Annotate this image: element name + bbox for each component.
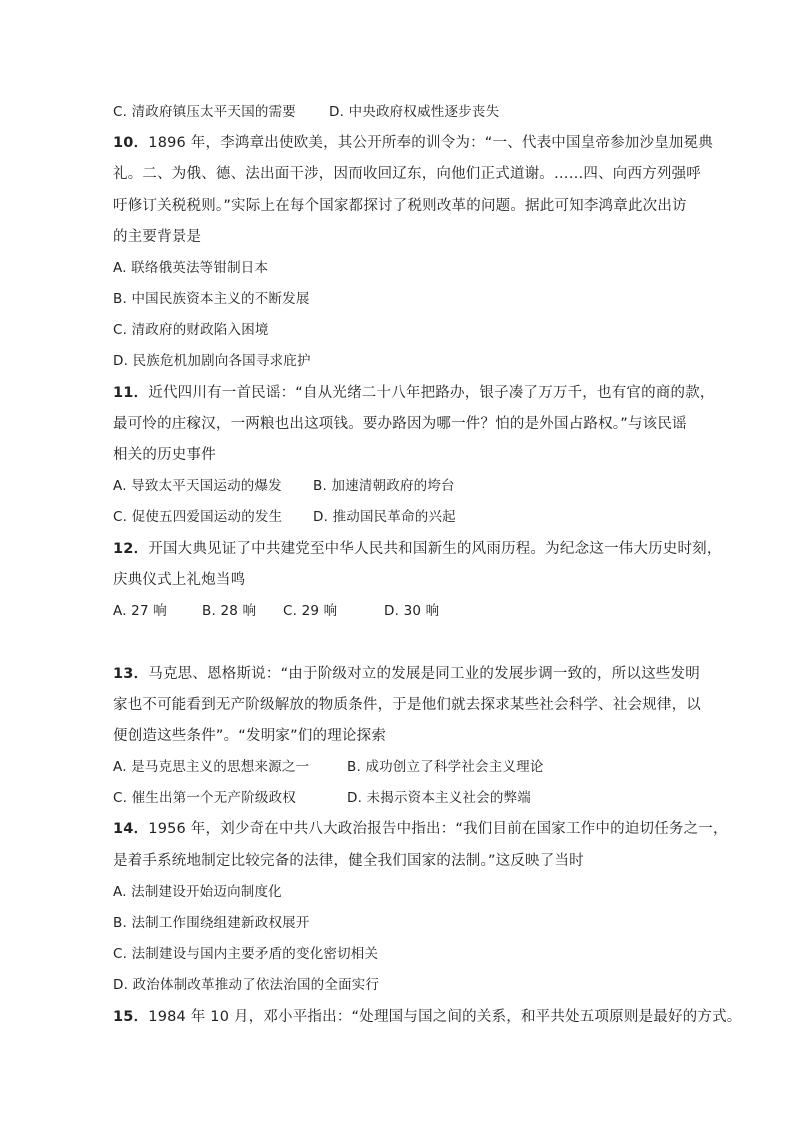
option-d: D. 未揭示资本主义社会的弊端	[347, 790, 531, 806]
option-a: A. 27 响	[113, 603, 167, 619]
stem-text: 1984 年 10 月，邓小平指出：“处理国与国之间的关系，和平共处五项原则是最好的方式。	[148, 1009, 742, 1025]
question-14-option-b: B. 法制工作围绕组建新政权展开	[113, 915, 310, 931]
question-number: 14．	[113, 821, 149, 837]
stem-text: 马克思、恩格斯说：“由于阶级对立的发展是同工业的发展步调一致的，所以这些发明	[148, 666, 700, 682]
question-number: 10．	[113, 135, 149, 151]
stem-text: 1896 年，李鸿章出使欧美，其公开所奉的训令为：“一、代表中国皇帝参加沙皇加冕典	[148, 135, 714, 151]
question-11-stem-line-1	[113, 383, 715, 403]
question-10-stem-line-3: 吁修订关税税则。”实际上在每个国家都探讨了税则改革的问题。据此可知李鸿章此次出访	[113, 198, 687, 214]
question-14-stem-line-2: 是着手系统地制定比较完备的法律，健全我们国家的法制。”这反映了当时	[113, 853, 584, 869]
question-13-options-cd	[113, 788, 531, 808]
stem-text: 1956 年，刘少奇在中共八大政治报告中指出：“我们目前在国家工作中的迫切任务之一，	[148, 821, 728, 837]
question-13-stem-line-3: 便创造这些条件”。“发明家”们的理论探索	[113, 728, 387, 744]
option-c: C. 促使五四爱国运动的发生	[113, 509, 283, 525]
question-10-option-b: B. 中国民族资本主义的不断发展	[113, 291, 310, 307]
question-11-options-cd	[113, 507, 456, 527]
question-13-options-ab	[113, 757, 544, 777]
stem-text: 开国大典见证了中共建党至中华人民共和国新生的风雨历程。为纪念这一伟大历史时刻，	[148, 541, 722, 557]
question-11-stem-line-3: 相关的历史事件	[113, 447, 216, 463]
question-10-option-a: A. 联络俄英法等钳制日本	[113, 260, 269, 276]
question-11-stem-line-2: 最可怜的庄稼汉，一两粮也出这项钱。要办路因为哪一件？怕的是外国占路权。”与该民谣	[113, 416, 687, 432]
question-12-stem-line-2: 庆典仪式上礼炮当鸣	[113, 572, 246, 588]
question-13-stem-line-2: 家也不可能看到无产阶级解放的物质条件，于是他们就去探求某些社会科学、社会规律，以	[113, 697, 701, 713]
option-c: C. 29 响	[283, 603, 338, 619]
question-10-option-c: C. 清政府的财政陷入困境	[113, 322, 269, 338]
option-d: D. 推动国民革命的兴起	[313, 509, 456, 525]
question-9-options	[113, 102, 500, 122]
option-b: B. 加速清朝政府的垮台	[313, 478, 455, 494]
stem-text: 近代四川有一首民谣：“自从光绪二十八年把路办，银子凑了万万千，也有官的商的款，	[148, 385, 715, 401]
question-number: 13．	[113, 666, 149, 682]
question-11-options-ab	[113, 476, 455, 496]
option-c: C. 催生出第一个无产阶级政权	[113, 790, 297, 806]
question-14-stem-line-1	[113, 819, 728, 839]
question-10-stem-line-2: 礼。二、为俄、德、法出面干涉，因而收回辽东，向他们正式道谢。……四、向西方列强呼	[113, 166, 701, 182]
question-15-stem-line-1	[113, 1007, 741, 1027]
question-number: 11．	[113, 385, 149, 401]
question-12-options	[113, 601, 440, 621]
option-c: C. 清政府镇压太平天国的需要	[113, 104, 297, 120]
question-10-stem-line-4: 的主要背景是	[113, 229, 202, 245]
option-b: B. 28 响	[202, 603, 257, 619]
question-number: 12．	[113, 541, 149, 557]
option-d: D. 中央政府权威性逐步丧失	[329, 104, 500, 120]
option-b: B. 成功创立了科学社会主义理论	[347, 759, 544, 775]
question-10-stem-line-1	[113, 133, 713, 153]
question-12-stem-line-1	[113, 539, 722, 559]
question-14-option-d: D. 政治体制改革推动了依法治国的全面实行	[113, 977, 380, 993]
option-a: A. 导致太平天国运动的爆发	[113, 478, 282, 494]
question-14-option-a: A. 法制建设开始迈向制度化	[113, 884, 282, 900]
question-13-stem-line-1	[113, 664, 700, 684]
question-14-option-c: C. 法制建设与国内主要矛盾的变化密切相关	[113, 946, 379, 962]
question-10-option-d: D. 民族危机加剧向各国寻求庇护	[113, 353, 311, 369]
question-number: 15．	[113, 1009, 149, 1025]
option-d: D. 30 响	[384, 603, 440, 619]
option-a: A. 是马克思主义的思想来源之一	[113, 759, 310, 775]
